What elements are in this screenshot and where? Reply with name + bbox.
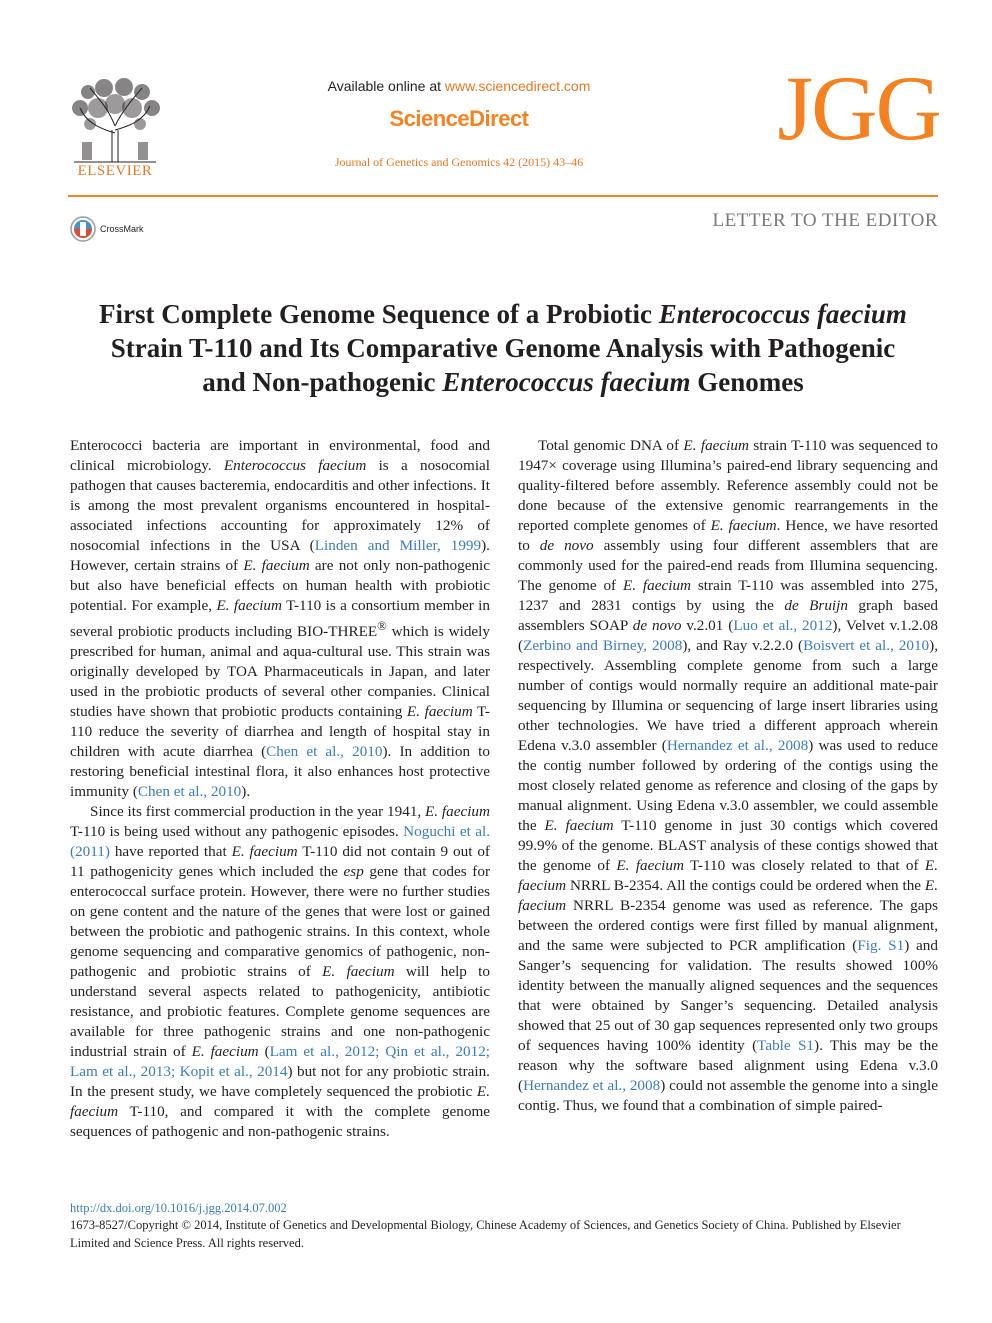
text: T-110 was closely related to that of	[683, 857, 925, 874]
text: ).	[241, 783, 251, 801]
crossmark-icon	[70, 216, 96, 242]
species: E. faecium	[243, 557, 310, 574]
sciencedirect-logo: ScienceDirect	[389, 106, 529, 131]
citation-link[interactable]: Hernandez et al., 2008	[523, 1077, 661, 1094]
text: graph based assemblers SOAP	[518, 597, 939, 634]
text: NRRL B-2354. All the contigs could be ordered when the	[566, 877, 925, 894]
text: strain T-110 was sequenced to 1947× coverage using Illumina’s paired-end library sequencing and quality-filtered before assembly. Reference assembly could not be done because of the extensive genomic rearrangements in the reported complete genomes of	[518, 437, 939, 534]
text: ). This may be the reason why the software based alignment using Edena v.3.0 (	[518, 1037, 938, 1094]
text: are not only non-pathogenic but also have beneficial effects on human health with probiotic potential. For example,	[70, 557, 491, 614]
term: de Bruijn	[784, 597, 848, 614]
paragraph	[70, 436, 490, 802]
text: ) could not assemble the genome into a single contig. Thus, we found that a combination of simple paired-	[518, 1077, 938, 1114]
species: Enterococcus faecium	[223, 457, 367, 474]
title-species: Enterococcus faecium	[658, 299, 907, 329]
text: (	[258, 1043, 270, 1061]
text: assembly using four different assemblers that are commonly used for the paired-end reads from Illumina sequencing. The genome of	[518, 537, 939, 594]
paragraph	[518, 436, 938, 1116]
text: ) but not for any probiotic strain. In the present study, we have completely sequenced the probiotic	[70, 1063, 490, 1101]
available-online-line	[300, 78, 618, 94]
copyright-notice: 1673-8527/Copyright © 2014, Institute of Genetics and Developmental Biology, Chinese Academy of Sciences, and Genetics Society of China. Published by Elsevier Limited and Science Press. All rights reserved.	[70, 1218, 901, 1250]
figure-link[interactable]: Fig. S1	[857, 937, 905, 954]
text: . Hence, we have resorted to	[518, 517, 939, 554]
text: T-110, and compared it with the complete genome sequences of pathogenic and non-pathogenic strains.	[70, 1103, 490, 1141]
species: E. faecium	[191, 1043, 259, 1061]
term: de novo	[539, 537, 594, 554]
text: ), and Ray v.2.2.0 (	[682, 637, 804, 654]
species: E. faecium	[518, 857, 938, 894]
paragraph	[70, 802, 490, 1142]
text: T-110 is being used without any pathogenic episodes.	[70, 823, 404, 841]
right-column	[518, 436, 938, 1116]
crossmark-label: CrossMark	[100, 224, 144, 234]
text: Total genomic DNA of	[538, 437, 684, 454]
text: T-110 is a consortium member in several probiotic products including BIO-THREE	[70, 597, 490, 641]
citation-link[interactable]: Chen et al., 2010	[137, 783, 242, 801]
citation-link[interactable]: Zerbino and Birney, 2008	[523, 637, 683, 654]
header-divider	[68, 195, 938, 197]
species: E. faecium	[710, 517, 777, 534]
text: NRRL B-2354 genome was used as reference. The gaps between the ordered contigs were first filled by manual alignment, and the same were subjected to PCR amplification (	[518, 897, 938, 954]
species: E. faecium	[322, 963, 395, 981]
citation-link[interactable]: Linden and Miller, 1999	[314, 537, 482, 554]
text: ) and Sanger’s sequencing for validation. The results showed 100% identity between the manually aligned sequences and the sequences that were obtained by Sanger’s sequencing. Detailed analysis showed that 25 out of 30 gap sequences represented only two groups of sequences having 100% identity (	[518, 937, 938, 1054]
publisher-name: ELSEVIER	[77, 163, 153, 179]
text: T-110 genome in just 30 contigs which covered 99.9% of the genome. BLAST analysis of these contigs showed that the genome of	[518, 817, 939, 874]
term: de novo	[632, 617, 682, 634]
title-text: Strain T-110 and Its Comparative Genome Analysis with Pathogenic	[110, 333, 896, 363]
text: is a nosocomial pathogen that causes bacteremia, endocarditis and other infections. It is among the most prevalent organisms encountered in hospital-associated infections accounting for approximately 12% of nosocomial infections in the USA (	[70, 457, 490, 554]
citation-link[interactable]: Boisvert et al., 2010	[803, 637, 930, 654]
sciencedirect-link[interactable]: www.sciencedirect.com	[444, 78, 591, 94]
elsevier-tree-icon	[68, 78, 162, 164]
species: E. faecium	[616, 857, 684, 874]
available-online-label: Available online at	[327, 78, 445, 94]
text: ) was used to reduce the contig number followed by ordering of the contigs using the most closely related genome as reference and closing of the gaps by manual alignment. Using Edena v.3.0 assembler, we could assemble the	[518, 737, 938, 834]
doi-link[interactable]: http://dx.doi.org/10.1016/j.jgg.2014.07.002	[70, 1201, 287, 1215]
citation-link[interactable]: Lam et al., 2012; Qin et al., 2012; Lam et al., 2013; Kopit et al., 2014	[70, 1043, 491, 1081]
species: E. faecium	[518, 877, 938, 914]
species: E. faecium	[216, 597, 282, 614]
text: have reported that	[109, 843, 232, 861]
text: which is widely prescribed for human, animal and aqua-cultural use. This strain was originally developed by TOA Pharmaceuticals in Japan, and later used in the probiotic products of several other companies. Clinical studies have shown that probiotic products containing	[70, 623, 490, 721]
table-link[interactable]: Table S1	[757, 1037, 815, 1054]
article-title	[60, 297, 946, 399]
gene-name: esp	[343, 863, 364, 881]
citation-link[interactable]: Luo et al., 2012	[733, 617, 833, 634]
species: E. faecium	[683, 437, 749, 454]
title-species: Enterococcus faecium	[442, 367, 691, 397]
left-column	[70, 436, 490, 1142]
species: E. faecium	[425, 803, 490, 821]
text: ), respectively. Assembling complete genome from such a large number of contigs would normally require an additional mate-pair sequencing by Illumina or sequencing of large insert libraries using other technologies. We have tried a different approach wherein Edena v.3.0 assembler (	[518, 637, 939, 754]
text: T-110 reduce the severity of diarrhea and length of hospital stay in children with acute diarrhea (	[70, 703, 490, 761]
crossmark-badge[interactable]	[70, 215, 144, 243]
article-type: LETTER TO THE EDITOR	[712, 210, 938, 231]
text: Enterococci bacteria are important in environmental, food and clinical microbiology.	[70, 437, 490, 474]
species: E. faecium	[70, 1083, 490, 1121]
species: E. faecium	[544, 817, 614, 834]
citation-link[interactable]: Hernandez et al., 2008	[666, 737, 809, 754]
text: Since its first commercial production in the year 1941,	[90, 803, 426, 821]
text: will help to understand several aspects related to pathogenicity, antibiotic resistance, and probiotic features. Complete genome sequences are available for three pathogenic strains and one non-pathogenic industrial strain of	[70, 963, 490, 1061]
text: T-110 did not contain 9 out of 11 pathogenicity genes which included the	[70, 843, 490, 881]
citation-link[interactable]: Noguchi et al. (2011)	[70, 823, 490, 861]
registered-mark: ®	[377, 619, 387, 633]
journal-logo: JGG	[777, 57, 940, 159]
text: strain T-110 was assembled into 275, 1237 and 2831 contigs by using the	[518, 577, 938, 614]
text: gene that codes for enterococcal surface protein. However, there were no further studies on gene content and the nature of the genes that were lost or gained between the probiotic and pathogenic strains. In this context, whole genome sequencing and comparative genomics of pathogenic, non-pathogenic and probiotic strains of	[70, 863, 490, 981]
species: E. faecium	[622, 577, 692, 594]
text: ), Velvet v.1.2.08 (	[518, 617, 938, 654]
title-text: Genomes	[690, 367, 804, 397]
text: v.2.01 (	[681, 617, 734, 634]
title-text: and Non-pathogenic	[202, 367, 443, 397]
journal-citation: Journal of Genetics and Genomics 42 (2015) 43–46	[334, 155, 584, 169]
species: E. faecium	[406, 703, 473, 721]
title-text: First Complete Genome Sequence of a Probiotic	[99, 299, 659, 329]
citation-link[interactable]: Chen et al., 2010	[266, 743, 383, 761]
text: ). In addition to restoring beneficial intestinal flora, it also enhances host protective immunity (	[70, 743, 490, 801]
text: ). However, certain strains of	[70, 537, 490, 574]
species: E. faecium	[231, 843, 298, 861]
